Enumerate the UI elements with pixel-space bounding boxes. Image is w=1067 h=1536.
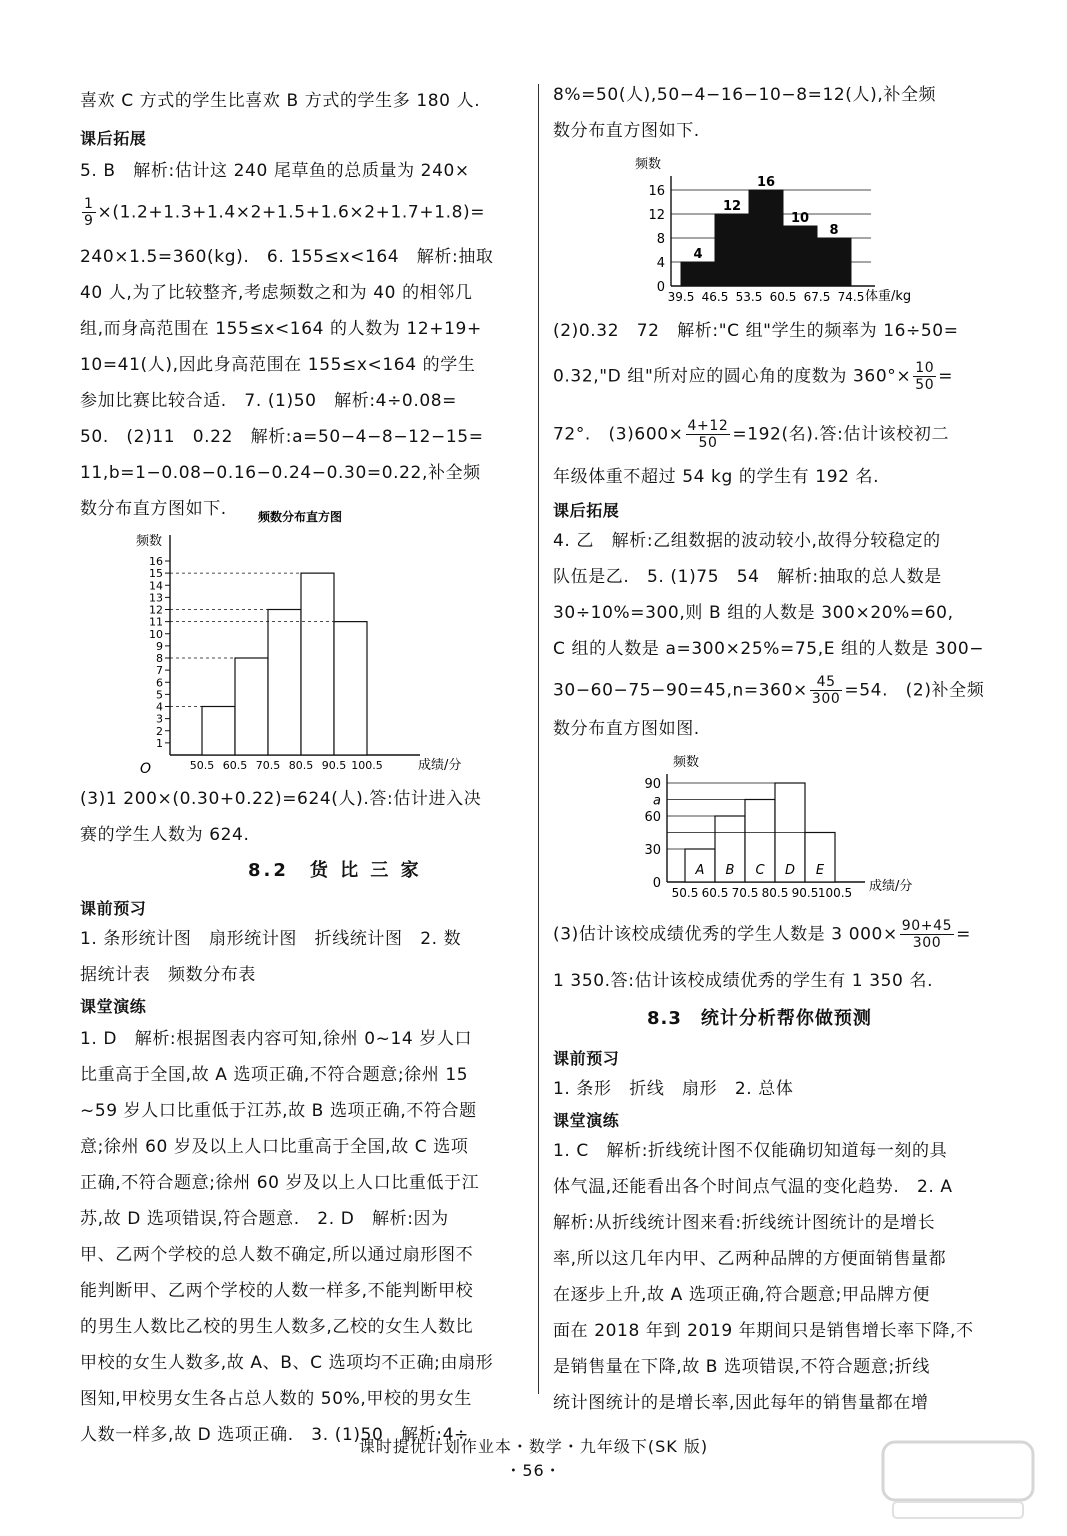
fraction-numerator: 4+12 (687, 418, 729, 434)
text-line: 面在 2018 年到 2019 年期间只是销售增长率下降,不 (553, 1321, 974, 1341)
bar-data-label: 4 (693, 247, 703, 262)
y-tick-label: a (653, 793, 661, 809)
text-span: = (938, 366, 954, 387)
text-line: 甲校的女生人数多,故 A、B、C 选项均不正确;由扇形 (80, 1353, 494, 1373)
text-line: 组,而身高范围在 155≤x<164 的人数为 12+19+ (80, 319, 482, 339)
histogram-bar (268, 610, 301, 756)
text-line: 赛的学生人数为 624. (80, 825, 250, 845)
text-line: 数分布直方图如图. (553, 719, 700, 739)
text-line: 10=41(人),因此身高范围在 155≤x<164 的学生 (80, 355, 476, 375)
text-line: (2)0.32 72 解析:"C 组"学生的频率为 16÷50= (553, 321, 959, 341)
text-span: 0.32,"D 组"所对应的圆心角的度数为 360°× (553, 366, 912, 387)
y-tick-label: 90 (644, 777, 661, 792)
y-tick-label: 2 (156, 724, 163, 738)
y-tick-label: 7 (156, 664, 163, 678)
x-tick-label: 39.5 (667, 290, 695, 304)
histogram-bar (235, 658, 268, 755)
text-span: ×(1.2+1.3+1.4×2+1.5+1.6×2+1.7+1.8)= (97, 202, 486, 223)
text-line: 比重高于全国,故 A 选项正确,不符合题意;徐州 15 (80, 1065, 469, 1085)
text-line: 正确,不符合题意;徐州 60 岁及以上人口比重低于江 (80, 1173, 480, 1193)
y-tick-label: 13 (149, 591, 163, 605)
heading-qian: 课前预习 (553, 1049, 620, 1068)
text-line: ~59 岁人口比重低于江苏,故 B 选项正确,不符合题 (80, 1101, 477, 1121)
y-tick-label: 15 (149, 567, 163, 581)
text-line: 的男生人数比乙校的男生人数多,乙校的女生人数比 (80, 1317, 474, 1337)
x-tick-label: 70.5 (255, 759, 281, 772)
fraction-numerator: 90+45 (901, 918, 953, 934)
text-line: 1. C 解析:折线统计图不仅能确切知道每一刻的具 (553, 1141, 948, 1161)
text-line: 是销售量在下降,故 B 选项错误,不符合题意;折线 (553, 1357, 931, 1377)
text-line: 能判断甲、乙两个学校的人数一样多,不能判断甲校 (80, 1281, 474, 1301)
y-tick-label: 0 (656, 280, 665, 295)
y-tick-label: 9 (156, 639, 163, 653)
bar-data-label: 10 (790, 211, 810, 226)
text-line: 率,所以这几年内甲、乙两种品牌的方便面销售量都 (553, 1249, 947, 1269)
x-axis-label: 成绩/分 (869, 879, 913, 894)
text-line: 参加比赛比较合适. 7. (1)50 解析:4÷0.08= (80, 391, 458, 411)
x-tick-label: 90.5 (321, 759, 347, 772)
page-number: ・56・ (505, 1461, 562, 1480)
category-label: B (725, 863, 735, 878)
y-tick-label: 30 (644, 843, 661, 858)
y-tick-label: 12 (149, 603, 163, 617)
text-line: 解析:从折线统计图来看:折线统计图统计的是增长 (553, 1213, 936, 1233)
text-line: 意;徐州 60 岁及以上人口比重高于全国,故 C 选项 (80, 1137, 469, 1157)
y-tick-label: 16 (149, 555, 163, 568)
text-line: 40 人,为了比较整齐,考虑频数之和为 40 的相邻几 (80, 283, 473, 303)
fraction-denominator: 50 (915, 377, 935, 393)
text-line-fraction (553, 674, 984, 707)
text-line: 在逐步上升,故 A 选项正确,符合题意;甲品牌方便 (553, 1285, 930, 1305)
text-line: 30÷10%=300,则 B 组的人数是 300×20%=60, (553, 603, 954, 623)
fraction-denominator: 300 (811, 691, 841, 707)
text-line-fraction (553, 360, 953, 393)
x-tick-label: 100.5 (817, 886, 853, 900)
y-axis-label: 频数 (136, 534, 163, 549)
column-divider (538, 84, 539, 1394)
text-line-fraction (553, 418, 949, 451)
category-label: A (695, 863, 705, 878)
text-line-fraction (80, 196, 485, 229)
histogram-chart-3 (615, 750, 995, 900)
fraction-denominator: 9 (84, 213, 94, 229)
text-line: 数分布直方图如下. (80, 499, 227, 519)
x-tick-label: 90.5 (791, 886, 819, 900)
y-tick-label: 14 (149, 579, 163, 593)
text-line: 体气温,还能看出各个时间点气温的变化趋势. 2. A (553, 1177, 953, 1197)
y-tick-label: 1 (156, 736, 163, 750)
text-line: 甲、乙两个学校的总人数不确定,所以通过扇形图不 (80, 1245, 474, 1265)
heading-ketang: 课堂演练 (80, 997, 147, 1016)
text-line: 4. 乙 解析:乙组数据的波动较小,故得分较稳定的 (553, 531, 941, 551)
fraction-numerator: 1 (84, 196, 94, 212)
category-label: D (784, 863, 796, 878)
x-tick-label: 70.5 (731, 886, 759, 900)
x-tick-label: 100.5 (351, 759, 383, 772)
text-line: 240×1.5=360(kg). 6. 155≤x<164 解析:抽取 (80, 247, 494, 267)
text-line: 11,b=1−0.08−0.16−0.24−0.30=0.22,补全频 (80, 463, 481, 483)
text-line: C 组的人数是 a=300×25%=75,E 组的人数是 300− (553, 639, 985, 659)
category-label: C (755, 863, 765, 878)
x-tick-label: 60.5 (701, 886, 729, 900)
y-axis-label: 频数 (673, 755, 700, 770)
y-tick-label: 16 (648, 184, 665, 199)
text-line: 1. 条形 折线 扇形 2. 总体 (553, 1079, 794, 1099)
text-span: =192(名).答:估计该校初二 (732, 424, 950, 445)
text-line: 据统计表 频数分布表 (80, 965, 256, 985)
chart-title: 频数分布直方图 (257, 510, 343, 524)
heading-qian: 课前预习 (80, 899, 147, 918)
y-tick-label: 8 (156, 652, 163, 665)
text-span: 30−60−75−90=45,n=360× (553, 680, 808, 701)
x-tick-label: 60.5 (222, 759, 248, 772)
heading-kehou: 课后拓展 (553, 501, 620, 520)
y-tick-label: 11 (149, 615, 163, 629)
x-tick-label: 80.5 (761, 886, 789, 900)
x-tick-label: 67.5 (803, 290, 831, 304)
fraction-denominator: 50 (698, 435, 718, 451)
text-span: =54. (2)补全频 (844, 680, 985, 701)
histogram-bar (783, 226, 817, 286)
y-tick-label: 4 (156, 700, 163, 714)
text-span: (3)估计该校成绩优秀的学生人数是 3 000× (553, 924, 898, 945)
histogram-chart-2 (615, 150, 955, 310)
histogram-bar (715, 214, 749, 286)
histogram-bar (334, 622, 367, 755)
x-tick-label: 60.5 (769, 290, 797, 304)
origin-label: O (140, 761, 152, 777)
y-tick-label: 10 (149, 627, 163, 641)
y-axis-label: 频数 (635, 157, 662, 172)
fraction (810, 674, 843, 707)
heading-ketang: 课堂演练 (553, 1111, 620, 1130)
histogram-bar (817, 238, 851, 286)
y-tick-label: 4 (656, 256, 665, 271)
x-tick-label: 50.5 (671, 886, 699, 900)
x-axis-label: 成绩/分 (418, 758, 462, 773)
text-line: 喜欢 C 方式的学生比喜欢 B 方式的学生多 180 人. (80, 91, 481, 111)
text-line: 1. D 解析:根据图表内容可知,徐州 0~14 岁人口 (80, 1029, 473, 1049)
text-line: 50. (2)11 0.22 解析:a=50−4−8−12−15= (80, 427, 484, 447)
text-line: 1 350.答:估计该校成绩优秀的学生有 1 350 名. (553, 971, 934, 991)
y-tick-label: 6 (156, 676, 163, 690)
fraction (900, 918, 954, 951)
section-title-8-2: 8.2 货 比 三 家 (248, 860, 422, 881)
histogram-bar (681, 262, 715, 286)
text-line: 8%=50(人),50−4−16−10−8=12(人),补全频 (553, 85, 937, 105)
text-line: 统计图统计的是增长率,因此每年的销售量都在增 (553, 1393, 929, 1413)
y-tick-label: 5 (156, 688, 163, 702)
watermark-logo (879, 1436, 1039, 1524)
bar-data-label: 12 (722, 199, 742, 214)
fraction-numerator: 45 (810, 674, 843, 691)
category-label: E (815, 863, 825, 878)
y-tick-label: 60 (644, 810, 661, 825)
histogram-chart-1 (130, 505, 490, 780)
x-axis-label: 体重/kg (865, 289, 912, 304)
text-line: 年级体重不超过 54 kg 的学生有 192 名. (553, 467, 880, 487)
fraction (913, 360, 936, 393)
fraction (686, 418, 731, 451)
fraction-numerator: 10 (915, 360, 935, 376)
histogram-bar (749, 190, 783, 286)
text-line: 数分布直方图如下. (553, 121, 700, 141)
y-tick-label: 0 (652, 876, 661, 891)
y-tick-label: 3 (156, 712, 163, 726)
text-line: (3)1 200×(0.30+0.22)=624(人).答:估计进入决 (80, 789, 482, 809)
y-tick-label: 12 (648, 208, 665, 223)
bar-data-label: 16 (756, 175, 776, 190)
fraction-denominator: 300 (912, 935, 942, 951)
text-line: 1. 条形统计图 扇形统计图 折线统计图 2. 数 (80, 929, 462, 949)
text-line: 苏,故 D 选项错误,符合题意. 2. D 解析:因为 (80, 1209, 449, 1229)
section-title-8-3: 8.3 统计分析帮你做预测 (647, 1008, 872, 1029)
x-tick-label: 53.5 (735, 290, 763, 304)
histogram-bar (301, 573, 334, 755)
text-line: 图知,甲校男女生各占总人数的 50%,甲校的男女生 (80, 1389, 472, 1409)
text-line: 5. B 解析:估计这 240 尾草鱼的总质量为 240× (80, 161, 470, 181)
text-line: 队伍是乙. 5. (1)75 54 解析:抽取的总人数是 (553, 567, 942, 587)
text-line: 人数一样多,故 D 选项正确. 3. (1)50 解析:4÷ (80, 1425, 469, 1445)
text-span: = (956, 924, 972, 945)
footer-title: 课时提优计划作业本・数学・九年级下(SK 版) (358, 1437, 709, 1456)
text-span: 72°. (3)600× (553, 424, 684, 445)
heading-kehou: 课后拓展 (80, 129, 147, 148)
fraction (82, 196, 96, 229)
text-line-fraction (553, 918, 971, 951)
x-tick-label: 46.5 (701, 290, 729, 304)
x-tick-label: 74.5 (837, 290, 865, 304)
x-tick-label: 50.5 (189, 759, 215, 772)
bar-data-label: 8 (829, 223, 839, 238)
histogram-bar (202, 707, 235, 756)
x-tick-label: 80.5 (288, 759, 314, 772)
y-tick-label: 8 (656, 232, 665, 247)
